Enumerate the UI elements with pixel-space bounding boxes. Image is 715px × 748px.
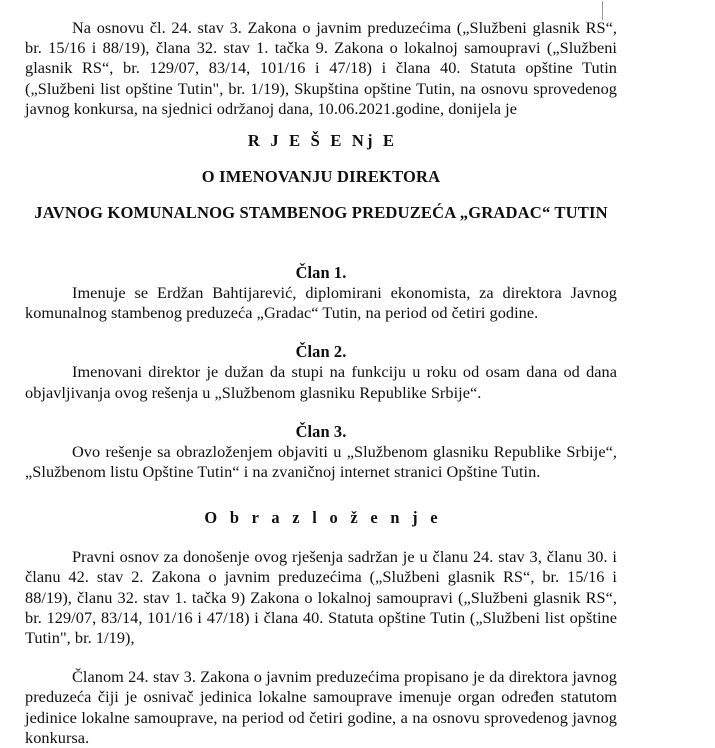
article-text-1: Imenuje se Erdžan Bahtijarević, diplomirani ekonomista, za direktora Javnog komunalnog stambenog preduzeća „Gradac“ Tutin, na period od četiri godine. bbox=[25, 283, 617, 323]
spacer bbox=[25, 528, 617, 547]
document-content bbox=[25, 18, 617, 748]
document-title: R J E Š E Nj E bbox=[247, 131, 398, 151]
explanation-paragraph-2: Članom 24. stav 3. Zakona o javnim preduzećima propisano je da direktora javnog preduzeća čiji je osnivač jedinica lokalne samouprave imenuje organ određen statutom jedinice lokalne samouprave, na period od četiri godine, a na osnovu sprovedenog javnog konkursa. bbox=[25, 667, 617, 747]
spacer bbox=[25, 223, 617, 244]
spacer bbox=[25, 482, 617, 508]
document-subtitle-line-1: O IMENOVANJU DIREKTORA bbox=[201, 167, 441, 187]
spacer bbox=[25, 244, 617, 263]
spacer bbox=[25, 151, 617, 166]
spacer bbox=[25, 403, 617, 422]
article-heading-2: Član 2. bbox=[295, 342, 347, 362]
explanation-heading: O b r a z l o ž e n j e bbox=[204, 508, 442, 528]
spacer bbox=[25, 323, 617, 342]
spacer bbox=[25, 119, 617, 130]
article-heading-1: Član 1. bbox=[295, 263, 347, 283]
article-text-3: Ovo rešenje sa obrazloženjem objaviti u „Službenom glasniku Republike Srbije“, „Službenom listu Opštine Tutin“ i na zvaničnoj internet stranici Opštine Tutin. bbox=[25, 441, 617, 482]
article-text-2: Imenovani direktor je dužan da stupi na funkciju u roku od osam dana od dana objavljivanja ovog rešenja u „Službenom glasniku Republike Srbije“. bbox=[25, 362, 617, 402]
explanation-paragraph-1: Pravni osnov za donošenje ovog rješenja sadržan je u članu 24. stav 3, članu 30. i članu 42. stav 2. Zakona o javnim preduzećima („Službeni glasnik RS“, br. 15/16 i 88/19), članu 32. stav 1. tačka 9) Zakona o lokalnoj samoupravi („Službeni glasnik RS“, br. 129/07, 83/14, 101/16 i 47/18) i člana 40. Statuta opštine Tutin („Službeni list opštine Tutin", br. 1/19), bbox=[25, 547, 617, 648]
document-subtitle-line-2: JAVNOG KOMUNALNOG STAMBENOG PREDUZEĆA „GRADAC“ TUTIN bbox=[34, 203, 608, 223]
article-heading-3: Član 3. bbox=[295, 421, 347, 441]
spacer bbox=[25, 648, 617, 667]
spacer bbox=[25, 187, 617, 202]
intro-paragraph: Na osnovu čl. 24. stav 3. Zakona o javnim preduzećima („Službeni glasnik RS“, br. 15/16 i 88/19), člana 32. stav 1. tačka 9. Zakona o lokalnoj samoupravi („Službeni glasnik RS“, br. 129/07, 83/14, 101/16 i 47/18) i člana 40. Statuta opštine Tutin („Službeni list opštine Tutin", br. 1/19), Skupština opštine Tutin, na osnovu sprovedenog javnog konkursa, na sjednici održanoj dana, 10.06.2021.godine, donijela je bbox=[25, 18, 617, 118]
